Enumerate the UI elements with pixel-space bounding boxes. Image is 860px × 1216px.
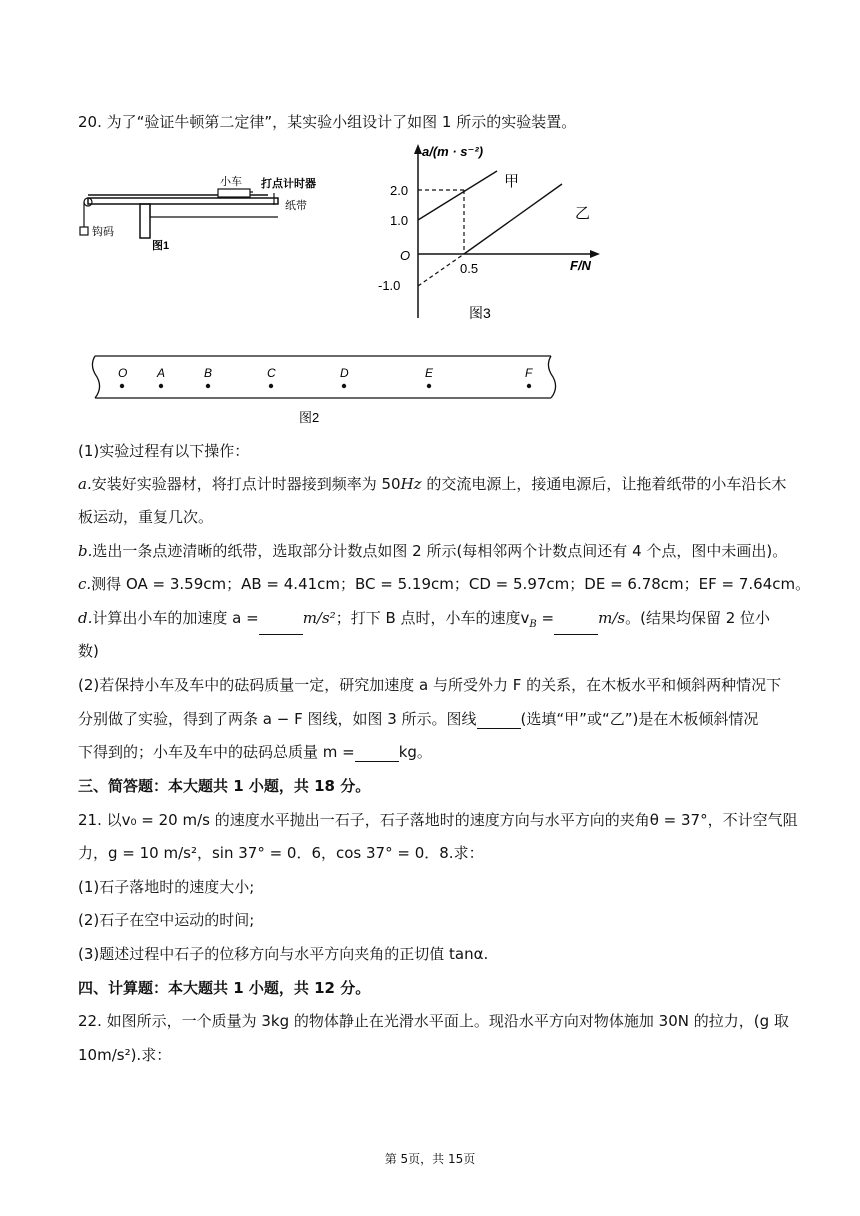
figure-2-tape: [85, 350, 565, 430]
tape-point-d-label: D: [340, 366, 349, 380]
tape-point-c-label: C: [267, 366, 276, 380]
fig3-tick-05: 0.5: [460, 261, 479, 276]
tape-point-d: [342, 384, 346, 388]
answer-blank-velocity[interactable]: [554, 618, 598, 635]
step-a-line1: [78, 474, 786, 494]
tape-point-o-label: O: [118, 366, 128, 380]
part2-line2: [78, 709, 758, 729]
step-d-text4: 。(结果均保留 2 位小: [625, 609, 771, 627]
part1-heading: (1)实验过程有以下操作：: [78, 442, 250, 460]
figure-1-apparatus: [78, 165, 368, 260]
part2-text3a: 下得到的；小车及车中的砝码总质量 m =: [78, 743, 355, 761]
fig3-label-yi: 乙: [575, 205, 591, 222]
step-c-text: 测得 OA = 3.59cm；AB = 4.41cm；BC = 5.19cm；CD = 5.97cm；DE = 6.78cm；EF = 7.64cm。: [91, 575, 811, 593]
tape-point-e-label: E: [425, 366, 434, 380]
fig1-weight-label: 钩码: [92, 226, 114, 238]
tape-point-b: [206, 384, 210, 388]
fig3-tick-minus1: -1.0: [378, 278, 401, 293]
step-d-unit1: m/s²: [302, 609, 336, 627]
part2-text3b: kg。: [398, 743, 432, 761]
step-d-text1: 计算出小车的加速度 a =: [92, 609, 259, 627]
answer-blank-mass[interactable]: [355, 745, 399, 762]
fig1-timer-label: 打点计时器: [261, 178, 316, 190]
step-b-line: [78, 541, 787, 561]
fig3-tick-2: 2.0: [390, 183, 409, 198]
q21-sub1: (1)石子落地时的速度大小;: [78, 878, 255, 896]
step-d-text3: =: [536, 609, 555, 627]
part2-line1: (2)若保持小车及车中的砝码质量一定，研究加速度 a 与所受外力 F 的关系，在木板水平和倾斜两种情况下: [78, 676, 782, 694]
q21-line2: 力，g = 10 m/s²，sin 37° = 0．6，cos 37° = 0．8.求：: [78, 844, 484, 862]
tape-point-a: [159, 384, 163, 388]
section-3-heading: 三、简答题：本大题共 1 小题，共 18 分。: [78, 777, 371, 795]
q20-stem: 20. 为了“验证牛顿第二定律”，某实验小组设计了如图 1 所示的实验装置。: [78, 113, 577, 131]
step-d-text2: ；打下 B 点时，小车的速度v: [335, 609, 530, 627]
step-a-label: a.: [78, 475, 92, 493]
tape-point-e: [427, 384, 431, 388]
part2-text2b: (选填“甲”或“乙”)是在木板倾斜情况: [520, 710, 759, 728]
fig3-x-axis-label: F/N: [570, 258, 591, 273]
tape-point-c: [269, 384, 273, 388]
tape-points: [118, 366, 533, 388]
step-b-label: b.: [78, 542, 93, 560]
step-a-hz: Hz: [400, 475, 422, 493]
fig3-label-jia: 甲: [504, 173, 520, 190]
part2-line3: [78, 742, 432, 762]
step-d-line1: [78, 608, 770, 635]
fig3-caption: 图3: [469, 305, 491, 321]
answer-blank-graph-choice[interactable]: [477, 712, 521, 729]
step-c-line: [78, 574, 810, 594]
tape-point-b-label: B: [204, 366, 213, 380]
q22-line2: 10m/s²).求：: [78, 1046, 172, 1064]
step-b-text: 选出一条点迹清晰的纸带，选取部分计数点如图 2 所示(每相邻两个计数点间还有 4 个点，图中未画出)。: [92, 542, 788, 560]
page-footer: 第 5页，共 15页: [384, 1152, 476, 1166]
tape-point-o: [120, 384, 124, 388]
fig3-y-axis-label: a/(m · s⁻²): [422, 144, 484, 159]
step-d-sub: B: [529, 619, 537, 630]
q21-line1: 21. 以v₀ = 20 m/s 的速度水平抛出一石子，石子落地时的速度方向与水平方向的夹角θ = 37°，不计空气阻: [78, 811, 798, 829]
fig1-cart-label: 小车: [220, 176, 242, 188]
part2-text2a: 分别做了实验，得到了两条 a − F 图线，如图 3 所示。图线: [78, 710, 477, 728]
step-d-unit2: m/s: [598, 609, 626, 627]
fig1-caption: 图1: [152, 240, 170, 252]
figure-3-graph: [360, 140, 610, 330]
tape-point-f: [527, 384, 531, 388]
tape-point-f-label: F: [525, 366, 533, 380]
step-d-label: d.: [78, 609, 93, 627]
fig2-caption: 图2: [299, 410, 320, 425]
fig3-tick-0: O: [400, 248, 411, 263]
q21-sub2: (2)石子在空中运动的时间;: [78, 911, 255, 929]
q21-sub3: (3)题述过程中石子的位移方向与水平方向夹角的正切值 tanα.: [78, 945, 489, 963]
step-a-text1: 安装好实验器材，将打点计时器接到频率为 50: [91, 475, 401, 493]
step-a-line2: 板运动，重复几次。: [78, 508, 214, 526]
tape-point-a-label: A: [157, 366, 166, 380]
fig1-tape-label: 纸带: [285, 200, 307, 212]
step-d-line2: 数): [78, 642, 99, 660]
fig3-tick-1: 1.0: [390, 213, 409, 228]
answer-blank-acceleration[interactable]: [259, 618, 303, 635]
section-4-heading: 四、计算题：本大题共 1 小题，共 12 分。: [78, 979, 371, 997]
step-c-label: c.: [78, 575, 92, 593]
q22-line1: 22. 如图所示，一个质量为 3kg 的物体静止在光滑水平面上。现沿水平方向对物体施加 30N 的拉力，(g 取: [78, 1012, 789, 1030]
step-a-text2: 的交流电源上，接通电源后，让拖着纸带的小车沿长木: [421, 475, 787, 493]
